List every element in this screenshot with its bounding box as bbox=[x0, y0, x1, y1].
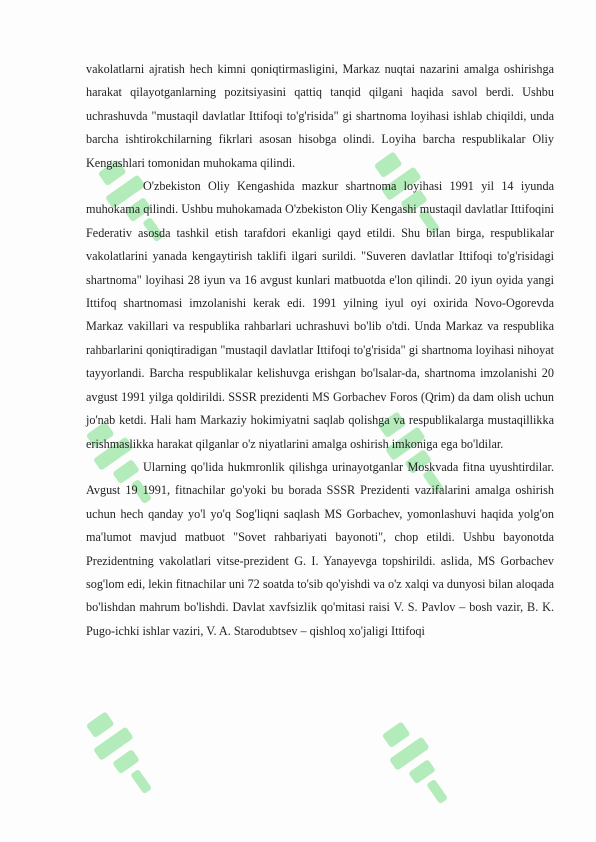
paragraph-2: O'zbekiston Oliy Kengashida mazkur shartnoma loyihasi 1991 yil 14 iyunda muhokama qilindi. Ushbu muhokamada O'zbekiston Oliy Kengashi mustaqil davlatlar Ittifoqini Federativ asosda tashkil etish tarafdori ekanligi qayd etildi. Shu bilan birga, respublikalar vakolatlarini yanada kengaytirish taklifi ilgari surildi. "Suveren davlatlar Ittifoqi to'g'risidagi shartnoma" loyihasi 28 iyun va 16 avgust kunlari matbuotda e'lon qilindi. 20 iyun oyida yangi Ittifoq shartnomasi imzolanishi kerak edi. 1991 yilning iyul oyi oxirida Novo-Ogorevda Markaz vakillari va respublika rahbarlari uchrashuvi bo'lib o'tdi. Unda Markaz va respublika rahbarlarini qoniqtiradigan "mustaqil davlatlar Ittifoqi to'g'risida" gi shartnoma loyihasi nihoyat tayyorlandi. Barcha respublikalar kelishuvga erishgan bo'lsalar-da, shartnoma imzolanishi 20 avgust 1991 yilga qoldirildi. SSSR prezidenti MS Gorbachev Foros (Qrim) da dam olish uchun jo'nab ketdi. Hali ham Markaziy hokimiyatni saqlab qolishga va respublikalarga mustaqillikka erishmaslikka harakat qilganlar o'z niyatlarini amalga oshirish imkoniga ega bo'ldilar. bbox=[86, 179, 554, 451]
watermark-icon-bottom-right bbox=[376, 710, 466, 820]
paragraph-3: Ularning qo'lida hukmronlik qilishga urinayotganlar Moskvada fitna uyushtirdilar. Avgust 19 1991, fitnachilar go'yoki bu borada SSSR Prezidenti vazifalarini amalga oshirish uchun hech qanday yo'l yo'q Sog'liqni saqlash MS Gorbachev, yomonlashuvi haqida yolg'on ma'lumot mavjud matbuot "Sovet rahbariyati bayonoti", chop etildi. Ushbu bayonotda Prezidentning vakolatlari vitse-prezident G. I. Yanayevga topshirildi. aslida, MS Gorbachev sog'lom edi, lekin fitnachilar uni 72 soatda to'sib qo'yishdi va o'z xalqi va dunyosi bilan aloqada bo'lishdan mahrum bo'lishdi. Davlat xavfsizlik qo'mitasi raisi V. S. Pavlov – bosh vazir, B. K. Pugo-ichki ishlar vaziri, V. A. Starodubtsev – qishloq xo'jaligi Ittifoqi bbox=[86, 459, 554, 638]
watermark-icon-bottom-left bbox=[80, 700, 170, 810]
paragraph-1: vakolatlarni ajratish hech kimni qoniqtirmasligini, Markaz nuqtai nazarini amalga oshirishga harakat qilayotganlarning pozitsiyasini qattiq tanqid qilgani haqida savol berdi. Ushbu uchrashuvda "mustaqil davlatlar Ittifoqi to'g'risida" gi shartnoma loyihasi ishlab chiqildi, unda barcha ishtirokchilarning fikrlari asosan hisobga olindi. Loyiha barcha respublikalar Oliy Kengashlari tomonidan muhokama qilindi. bbox=[86, 62, 554, 170]
body-text bbox=[86, 58, 554, 643]
